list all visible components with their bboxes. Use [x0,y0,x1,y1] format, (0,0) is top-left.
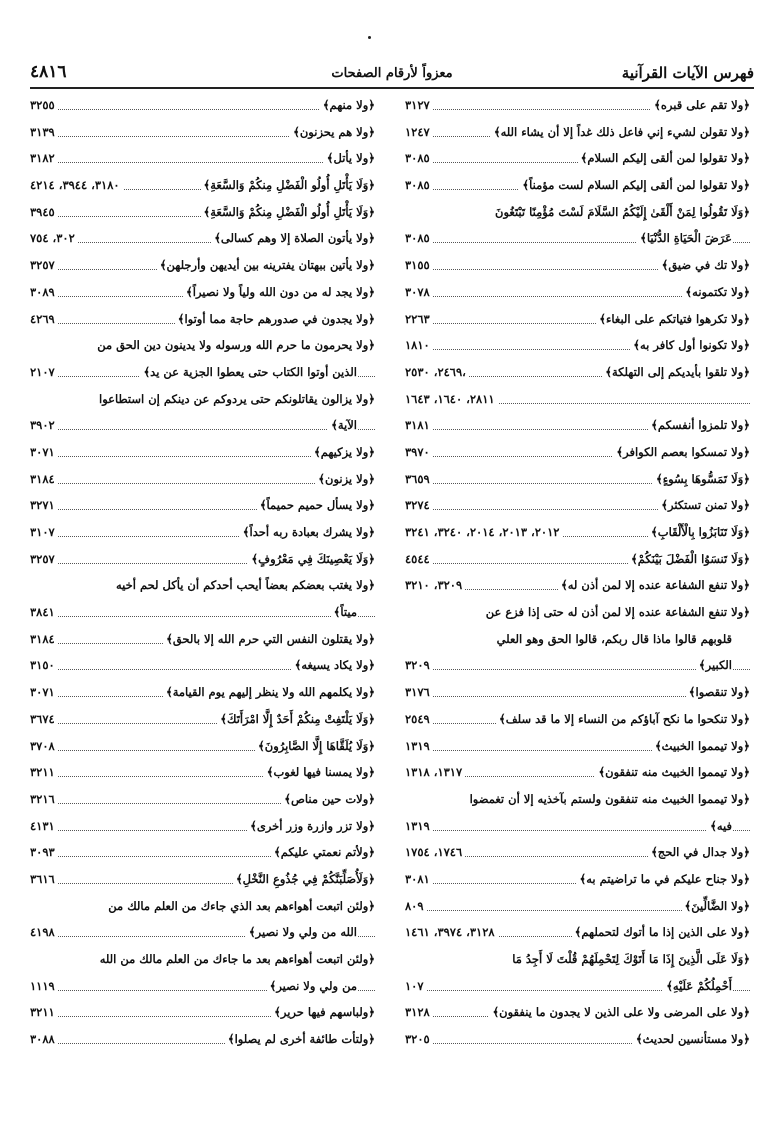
index-entry [30,733,375,760]
verse-text: ﴿ولا يغتب بعضكم بعضاً أيحب أحدكم أن يأكل لحم أخيه [113,572,375,599]
page-number: ٤٨١٦ [30,62,67,82]
index-entry [30,386,375,413]
page-refs: ٣٠٧٨ [405,279,433,306]
page-refs: ٣٢٥٧ [30,546,58,573]
index-entry [405,199,750,226]
index-entry [30,706,375,733]
index-entry [405,813,750,840]
page-refs: ٣٠٨٩ [30,279,58,306]
page-refs: ٤٢٦٩ [30,306,58,333]
index-entry [405,225,750,252]
top-dot [368,36,371,39]
index-entry [30,439,375,466]
page-refs: ٤٥٤٤ [405,546,433,573]
index-entry [30,492,375,519]
page-refs: ٤١٣١ [30,813,58,840]
index-entry [405,839,750,866]
verse-text: ﴿ولا يقتلون النفس التي حرم الله إلا بالحق﴾ [163,626,375,653]
verse-text: ﴿وَلَا يُلَقَّاهَا إِلَّا الصَّابِرُونَ﴾ [255,733,375,760]
page-refs: ٣٢٠٩، ٣٢١٠ [405,572,465,599]
verse-text: ﴿وَلَا يَلْتَفِتْ مِنكُمْ أَحَدٌ إِلَّا امْرَأَتَكَ﴾ [217,706,375,733]
page-refs: ٣١٧٦ [405,679,433,706]
verse-text: ﴿ولا تنفع الشفاعة عنده إلا لمن أذن له حتى إذا فزع عن [483,599,750,626]
page-refs: ٣٢٠٥ [405,1026,433,1053]
index-entry [405,919,750,946]
page-refs: ٢٤٦٩، ٢٥٣٠، [405,359,469,386]
verse-text: الله من ولي ولا نصير﴾ [246,919,357,946]
verse-text: ﴿وَلَا تَنَابَزُوا بِالْأَلْقَابِ﴾ [648,519,750,546]
verse-text: ﴿ولا منهم﴾ [320,92,375,119]
page-refs: ٢٢٦٣ [405,306,433,333]
leader-dots [30,616,375,617]
page-refs: ٣١٨٠، ٣٩٤٤، ٤٢١٤ [30,172,123,199]
page-refs: ٣٠٨٥ [405,145,433,172]
page-refs: ٣٠٨٨ [30,1026,58,1053]
verse-text: ﴿ولا يجدون في صدورهم حاجة مما أوتوا﴾ [175,306,375,333]
index-entry [30,973,375,1000]
page-refs: ٣٦٥٩ [405,466,433,493]
verse-text: ﴿ولا تقم على قبره﴾ [651,92,750,119]
verse-text: ﴿ولا يأتل﴾ [324,145,375,172]
verse-text: ﴿ولا هم يحزنون﴾ [290,119,375,146]
page-refs: ٣٠٢، ٧٥٤ [30,225,78,252]
page-refs: ٣١٨٢ [30,145,58,172]
verse-text: ﴿ولئن اتبعت أهواءهم بعد الذي جاءك من العلم مالك من [105,893,375,920]
verse-text: ﴿ولتأت طائفة أخرى لم يصلوا﴾ [225,1026,375,1053]
index-entry [405,572,750,599]
verse-text: ﴿ولا يشرك بعبادة ربه أحداً﴾ [240,519,375,546]
page-refs: ٣١٨١ [405,412,433,439]
index-entry [405,492,750,519]
page-refs: ٣٨٤١ [30,599,58,626]
index-entry [30,252,375,279]
page-refs: ٣٩٠٢ [30,412,58,439]
verse-text: ﴿ولا الضَّالِّينَ﴾ [682,893,751,920]
index-entry [30,1026,375,1053]
page-refs: ٣٩٤٥ [30,199,58,226]
index-entry [30,279,375,306]
verse-text: ﴿ولا جدال في الحج﴾ [648,839,750,866]
verse-text: ﴿وَلَا تَنسَوُا الْفَضْلَ بَيْنَكُمْ﴾ [628,546,750,573]
verse-text: ﴿ولباسهم فيها حرير﴾ [271,999,375,1026]
page-refs: ٣١٢٧ [405,92,433,119]
page-refs: ٣١٢٨ [405,999,433,1026]
page-refs: ٣٢٥٥ [30,92,58,119]
verse-text: ﴿ولا تكونوا أول كافر به﴾ [630,332,750,359]
verse-text: ﴿ولا يزنون﴾ [315,466,375,493]
page-refs: ٣١٥٥ [405,252,433,279]
index-entry [405,439,750,466]
index-entry [405,466,750,493]
page-refs: ١٠٧ [405,973,427,1000]
verse-text: فيه﴾ [707,813,732,840]
verse-text: ﴿ولا يحرمون ما حرم الله ورسوله ولا يدينون دين الحق من [94,332,375,359]
index-entry [30,919,375,946]
verse-text: الذين أوتوا الكتاب حتى يعطوا الجزية عن يد﴾ [140,359,357,386]
index-entry [30,119,375,146]
index-entry [405,679,750,706]
page-refs: ١٣١٩ [405,813,433,840]
index-entry [405,359,750,386]
page-refs: ٣٢٠٩ [405,652,433,679]
verse-text: الآية﴾ [328,412,357,439]
verse-text: أَحْمِلُكُمْ عَلَيْهِ﴾ [663,973,732,1000]
index-entry [405,652,750,679]
verse-text: ﴿وَلَا يَعْصِينَكَ فِي مَعْرُوفٍ﴾ [248,546,375,573]
index-entry [30,359,375,386]
page-refs: ٣٠٧١ [30,679,58,706]
verse-text: ﴿ولا تمسكوا بعصم الكوافر﴾ [613,439,750,466]
index-entry [30,546,375,573]
verse-text: ميتاً﴾ [331,599,357,626]
index-entry [30,332,375,359]
verse-text: ﴿ولا على الذين إذا ما أتوك لتحملهم﴾ [572,919,750,946]
index-entry [405,999,750,1026]
page-refs: ٤١٩٨ [30,919,58,946]
index-entry [405,786,750,813]
verse-text: ﴿ولا تقولن لشيء إني فاعل ذلك غداً إلا أن يشاء الله﴾ [491,119,750,146]
index-entry [405,866,750,893]
verse-text: ﴿ولا يأتين ببهتان يفترينه بين أيديهن وأرجلهن﴾ [157,252,375,279]
index-entry [405,519,750,546]
index-entry [30,679,375,706]
verse-text: ﴿ولا يزكيهم﴾ [311,439,375,466]
index-entry [405,92,750,119]
verse-text: ﴿ولا تنقصوا﴾ [686,679,750,706]
index-entry [405,626,750,653]
index-entry [30,813,375,840]
index-entry [30,839,375,866]
verse-text: ﴿ولا تيمموا الخبيث منه تنفقون ولستم بآخذيه إلا أن تغمضوا [467,786,750,813]
leader-dots [405,830,750,831]
index-entry [405,119,750,146]
verse-text: ﴿ولات حين مناص﴾ [281,786,375,813]
verse-text: ﴿ولا يكلمهم الله ولا ينظر إليهم يوم القيامة﴾ [163,679,375,706]
verse-text: ﴿ولا تلمزوا أنفسكم﴾ [648,412,750,439]
index-entry [30,652,375,679]
verse-text: ﴿ولا تنكحوا ما نكح آباؤكم من النساء إلا ما قد سلف﴾ [496,706,750,733]
header-rule [30,87,754,89]
index-entry [405,733,750,760]
right-column [405,92,750,1053]
verse-text: ﴿ولأتم نعمتي عليكم﴾ [271,839,375,866]
page-refs: ٣٧٠٨ [30,733,58,760]
verse-text: عَرَضَ الْحَيَاةِ الدُّنْيَا﴾ [637,225,732,252]
page-refs: ٣٠٨٥ [405,172,433,199]
verse-text: ﴿ولئن اتبعت أهواءهم بعد ما جاءك من العلم مالك من الله [97,946,375,973]
page-subtitle: معزواً لأرقام الصفحات [331,66,453,81]
page-refs: ٣٠٩٣ [30,839,58,866]
page-header [30,62,754,88]
index-entry [30,519,375,546]
verse-text: الكبير﴾ [696,652,732,679]
verse-text: ﴿ولا يسأل حميم حميماً﴾ [257,492,375,519]
index-entry [30,999,375,1026]
index-entry [405,893,750,920]
verse-text: ﴿ولا تكتمونه﴾ [682,279,750,306]
verse-text: ﴿وَلَأُصَلِّبَنَّكُمْ فِي جُذُوعِ النَّخْلِ﴾ [233,866,375,893]
verse-text: ﴿ولا مستأنسين لحديث﴾ [633,1026,750,1053]
index-entry [30,306,375,333]
index-entry [30,92,375,119]
page-refs: ٢٥٤٩ [405,706,433,733]
page-refs: ٣١٢٨، ٣٩٧٤، ١٤٦١ [405,919,498,946]
verse-text: ﴿ولا تلقوا بأيديكم إلى التهلكة﴾ [602,359,750,386]
page-refs: ٣٢١١ [30,999,58,1026]
index-entry [405,412,750,439]
page-refs: ٣٢١٦ [30,786,58,813]
verse-text: ﴿ولا تقولوا لمن ألقى إليكم السلام لست مؤمناً﴾ [519,172,750,199]
index-entry [30,599,375,626]
verse-text: ﴿ولا يزالون يقاتلونكم حتى يردوكم عن دينكم إن استطاعوا [96,386,375,413]
index-entry [30,572,375,599]
verse-text: ﴿ولا تمنن تستكثر﴾ [658,492,750,519]
index-entry [405,973,750,1000]
verse-text: ﴿ولا يجد له من دون الله ولياً ولا نصيراً﴾ [183,279,375,306]
page-refs: ٣١٨٤ [30,626,58,653]
index-entry [30,786,375,813]
page-refs: ٣٢٧١ [30,492,58,519]
index-entry [30,866,375,893]
index-entry [30,172,375,199]
verse-text: ﴿ولا تقولوا لمن ألقى إليكم السلام﴾ [578,145,750,172]
verse-text: ﴿وَلَا يَأْتَلِ أُولُو الْفَضْلِ مِنكُمْ وَالسَّعَةِ﴾ [201,172,375,199]
verse-text: ﴿وَلَا يَأْتَلِ أُولُو الْفَضْلِ مِنكُمْ وَالسَّعَةِ﴾ [201,199,375,226]
page-refs: ١١١٩ [30,973,58,1000]
index-entry [405,759,750,786]
page-refs: ٢٠١٢، ٢٠١٣، ٢٠١٤، ٣٢٤٠، ٣٢٤١ [405,519,562,546]
index-entry [30,626,375,653]
verse-text: ﴿ولا تكرهوا فتياتكم على البغاء﴾ [596,306,750,333]
page-refs: ٣٢٥٧ [30,252,58,279]
page-refs: ٣٦١٦ [30,866,58,893]
index-entry [30,759,375,786]
index-entry [405,946,750,973]
verse-text: ﴿ولا تك في ضيق﴾ [659,252,750,279]
verse-text: ﴿ولا تيمموا الخبيث﴾ [652,733,750,760]
page-refs: ١٣١٧، ١٣١٨ [405,759,465,786]
leader-dots [30,429,375,430]
page-refs: ٣٠٨٥ [405,225,433,252]
page-refs: ٣٦٧٤ [30,706,58,733]
page-refs: ١٨١٠ [405,332,433,359]
index-entry [405,599,750,626]
page-refs: ٨٠٩ [405,893,427,920]
page-refs: ٣٠٧١ [30,439,58,466]
page-refs: ١٧٤٦، ١٧٥٤ [405,839,465,866]
page-refs: ٣١٣٩ [30,119,58,146]
verse-text: ﴿ولا يمسنا فيها لغوب﴾ [264,759,375,786]
index-entry [405,172,750,199]
verse-text: من ولي ولا نصير﴾ [267,973,357,1000]
index-entry [30,893,375,920]
index-entry [405,386,750,413]
page-refs: ٢٨١١، ١٦٤٠، ١٦٤٣ [405,386,498,413]
verse-text: ﴿ولا يكاد يسيغه﴾ [292,652,375,679]
index-entry [405,252,750,279]
index-entry [30,946,375,973]
verse-text: ﴿ولا جناح عليكم في ما تراضيتم به﴾ [577,866,750,893]
page-refs: ١٢٤٧ [405,119,433,146]
page-refs: ٣١٥٠ [30,652,58,679]
index-entry [405,306,750,333]
page-title: فهرس الآيات القرآنية [621,64,754,82]
index-entry [405,145,750,172]
page-refs: ٢١٠٧ [30,359,58,386]
index-entry [405,1026,750,1053]
verse-text: ﴿ولا تيمموا الخبيث منه تنفقون﴾ [595,759,750,786]
verse-text: ﴿ولا تنفع الشفاعة عنده إلا لمن أذن له﴾ [558,572,750,599]
verse-text: ﴿ولا على المرضى ولا على الذين لا يجدون ما ينفقون﴾ [489,999,750,1026]
verse-text: ﴿وَلَا عَلَى الَّذِينَ إِذَا مَا أَتَوْكَ لِتَحْمِلَهُمْ قُلْتَ لَا أَجِدُ مَا [509,946,750,973]
page-refs: ٣٩٧٠ [405,439,433,466]
verse-text: ﴿وَلَا تَقُولُوا لِمَنْ أَلْقَىٰ إِلَيْكُمُ السَّلَامَ لَسْتَ مُؤْمِنًا تَبْتَغُونَ [492,199,750,226]
left-column [30,92,375,1053]
page-refs: ٣١٠٧ [30,519,58,546]
page-refs: ١٣١٩ [405,733,433,760]
index-entry [405,279,750,306]
index-entry [405,546,750,573]
page-refs: ٣٠٨١ [405,866,433,893]
index-entry [30,199,375,226]
index-entry [30,412,375,439]
index-entry [405,706,750,733]
index-entry [30,225,375,252]
page-refs: ٣٢١١ [30,759,58,786]
verse-text: قلوبهم قالوا ماذا قال ربكم، قالوا الحق وهو العلي [494,626,732,653]
index-entry [30,145,375,172]
index-entry [405,332,750,359]
verse-text: ﴿ولا يأتون الصلاة إلا وهم كسالى﴾ [211,225,375,252]
index-entry [30,466,375,493]
verse-text: ﴿ولا تزر وازرة وزر أخرى﴾ [247,813,375,840]
page-refs: ٣١٨٤ [30,466,58,493]
page-refs: ٣٢٧٤ [405,492,433,519]
verse-text: ﴿وَلَا تَمَسُّوهَا بِسُوءٍ﴾ [653,466,750,493]
